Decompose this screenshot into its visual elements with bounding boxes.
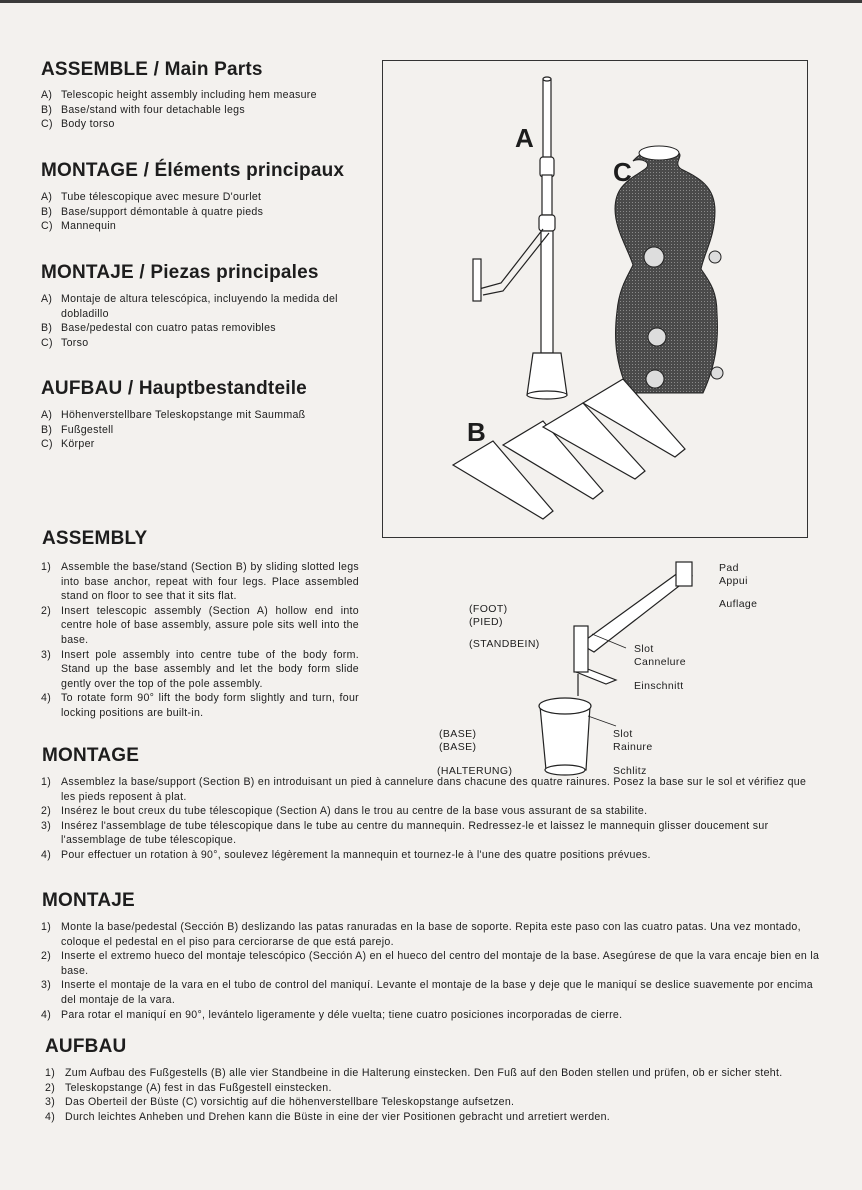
list-item: 4) To rotate form 90° lift the body form slightly and turn, four locking positions are built-in. xyxy=(41,692,359,719)
list-item: 2) Inserte el extremo hueco del montaje telescópico (Sección A) en el hueco del centro del montaje de la base. Asegúrese de que la vara encaje bien en la base. xyxy=(41,950,820,977)
main-parts-en-heading: ASSEMBLE / Main Parts xyxy=(41,59,263,80)
main-parts-es-heading: MONTAJE / Piezas principales xyxy=(41,262,319,283)
list-item: C) Mannequin xyxy=(41,220,117,233)
aufbau-steps xyxy=(45,1066,821,1124)
list-item: A) Höhenverstellbare Teleskopstange mit Saummaß xyxy=(41,409,306,421)
montaje-steps xyxy=(41,920,821,1022)
label-base: (BASE) (BASE) xyxy=(439,728,477,753)
montage-heading: MONTAGE xyxy=(42,745,140,766)
main-parts-fr-list xyxy=(41,190,371,234)
list-item: 3) Insert pole assembly into centre tube of the body form. Stand up the base assembly and let the body form slide gently over the top of the pole assembly. xyxy=(41,648,359,690)
montaje-heading: MONTAJE xyxy=(42,890,135,911)
list-item: 3) Das Oberteil der Büste (C) vorsichtig auf die höhenverstellbare Teleskopstange aufsetzen. xyxy=(45,1096,515,1109)
assembly-heading: ASSEMBLY xyxy=(42,528,148,549)
list-item: 4) Para rotar el maniquí en 90°, levántelo ligeramente y déle vuelta; tiene cuatro posiciones incorporadas de cierre. xyxy=(41,1008,623,1021)
label-slot-rainure: Slot Rainure xyxy=(613,728,653,753)
list-item: A) Telescopic height assembly including hem measure xyxy=(41,89,317,101)
assembly-detail-diagram xyxy=(420,556,820,786)
montage-steps xyxy=(41,775,821,863)
list-item: C) Body torso xyxy=(41,118,115,131)
list-item: A) Tube télescopique avec mesure D'ourlet xyxy=(41,191,262,203)
label-einschnitt: Einschnitt xyxy=(634,680,684,692)
label-halterung: (HALTERUNG) xyxy=(437,765,513,777)
main-parts-de-heading: AUFBAU / Hauptbestandteile xyxy=(41,378,307,399)
list-item: 2) Insert telescopic assembly (Section A) hollow end into centre hole of base assembly, assure pole sits well into the base. xyxy=(41,604,359,646)
aufbau-heading: AUFBAU xyxy=(45,1036,127,1057)
list-item: 3) Insérez l'assemblage de tube télescopique dans le tube au centre du mannequin. Redressez-le et laissez le mannequin glisser doucement sur l'assemblage de tube télescopique. xyxy=(41,819,769,847)
list-item: A) Montaje de altura telescópica, incluyendo la medida del dobladillo xyxy=(41,293,338,320)
label-foot: (FOOT) (PIED) xyxy=(469,603,508,628)
label-slot-cannelure: Slot Cannelure xyxy=(634,643,687,668)
label-pad: Pad Appui xyxy=(719,562,748,587)
list-item: 1) Monte la base/pedestal (Sección B) deslizando las patas ranuradas en la base de soporte. Repita este paso con las cuatro patas. Una vez montado, coloque el pedestal en el piso para cerciorarse de que está parejo. xyxy=(41,921,801,948)
list-item: C) Körper xyxy=(41,438,95,451)
list-item: B) Base/pedestal con cuatro patas removibles xyxy=(41,322,276,335)
assembly-steps xyxy=(41,560,359,721)
main-parts-en-list xyxy=(41,88,371,132)
list-item: 2) Insérez le bout creux du tube télescopique (Section A) dans le trou au centre de la base vous assurant de sa stabilite. xyxy=(41,805,648,818)
list-item: B) Base/stand with four detachable legs xyxy=(41,103,245,116)
top-border xyxy=(0,0,862,3)
list-item: 1) Assemblez la base/support (Section B) en introduisant un pied à cannelure dans chacune des quatre rainures. Posez la base sur le sol et vérifiez que les pieds reposent à plat. xyxy=(41,776,807,803)
label-auflage: Auflage xyxy=(719,598,758,610)
label-schlitz: Schlitz xyxy=(613,765,647,777)
main-parts-figure xyxy=(382,60,808,538)
main-parts-es-list xyxy=(41,292,363,350)
dress-form-illustration xyxy=(383,61,807,537)
label-standbein: (STANDBEIN) xyxy=(469,638,540,650)
list-item: 2) Teleskopstange (A) fest in das Fußgestell einstecken. xyxy=(45,1081,332,1094)
base-legs-drawing xyxy=(453,379,685,519)
main-parts-de-list xyxy=(41,408,371,452)
list-item: 4) Durch leichtes Anheben und Drehen kann die Büste in eine der vier Positionen gebracht und arretiert werden. xyxy=(45,1110,611,1123)
figure-label-b: B xyxy=(467,417,486,447)
list-item: 3) Inserte el montaje de la vara en el tubo de control del maniquí. Levante el montaje de la base y deje que le maniquí se deslice suavemente por encima del montaje de la vara. xyxy=(41,979,813,1006)
list-item: 4) Pour effectuer un rotation à 90°, soulevez légèrement la mannequin et tournez-le à l'une des quatre positions prévues. xyxy=(41,848,651,861)
list-item: B) Fußgestell xyxy=(41,423,114,436)
list-item: C) Torso xyxy=(41,336,89,349)
main-parts-fr-heading: MONTAGE / Éléments principaux xyxy=(41,160,345,181)
figure-label-c: C xyxy=(613,157,632,187)
list-item: 1) Zum Aufbau des Fußgestells (B) alle vier Standbeine in die Halterung einstecken. Den Fuß auf den Boden stellen und prüfen, ob er sicher steht. xyxy=(45,1067,783,1079)
list-item: B) Base/support démontable à quatre pieds xyxy=(41,205,264,218)
list-item: 1) Assemble the base/stand (Section B) by sliding slotted legs into base anchor, repeat with four legs. Place assembled stand on floor to see that it sits flat. xyxy=(41,561,359,603)
figure-label-a: A xyxy=(515,123,534,153)
